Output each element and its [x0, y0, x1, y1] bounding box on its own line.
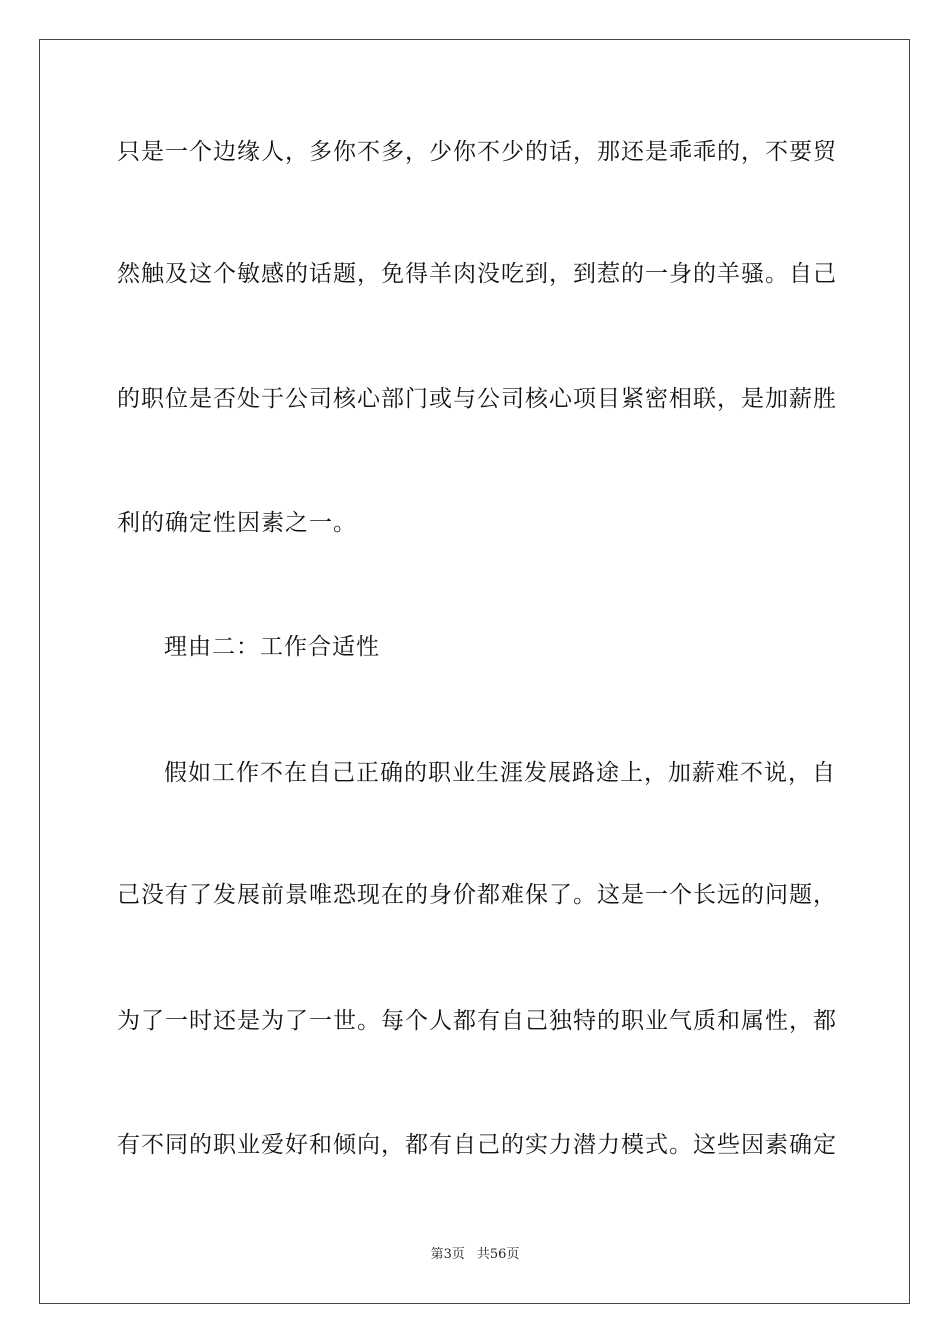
- page-number: 第3页: [430, 1247, 465, 1262]
- page-footer: [0, 1246, 950, 1264]
- paragraph-line: 有不同的职业爱好和倾向，都有自己的实力潜力模式。这些因素确定: [117, 1132, 837, 1158]
- paragraph-line: 己没有了发展前景唯恐现在的身价都难保了。这是一个长远的问题，: [117, 882, 837, 908]
- section-heading: 理由二：工作合适性: [164, 634, 380, 660]
- paragraph-line: 为了一时还是为了一世。每个人都有自己独特的职业气质和属性，都: [117, 1008, 837, 1034]
- paragraph-line: 利的确定性因素之一。: [117, 510, 357, 536]
- paragraph-line: 的职位是否处于公司核心部门或与公司核心项目紧密相联，是加薪胜: [117, 386, 837, 412]
- paragraph-line: 假如工作不在自己正确的职业生涯发展路途上，加薪难不说，自: [164, 760, 836, 786]
- paragraph-line: 只是一个边缘人，多你不多，少你不少的话，那还是乖乖的，不要贸: [117, 139, 837, 165]
- page-border: [39, 39, 910, 1304]
- paragraph-line: 然触及这个敏感的话题，免得羊肉没吃到，到惹的一身的羊骚。自己: [117, 261, 837, 287]
- page-total: 共56页: [476, 1247, 520, 1262]
